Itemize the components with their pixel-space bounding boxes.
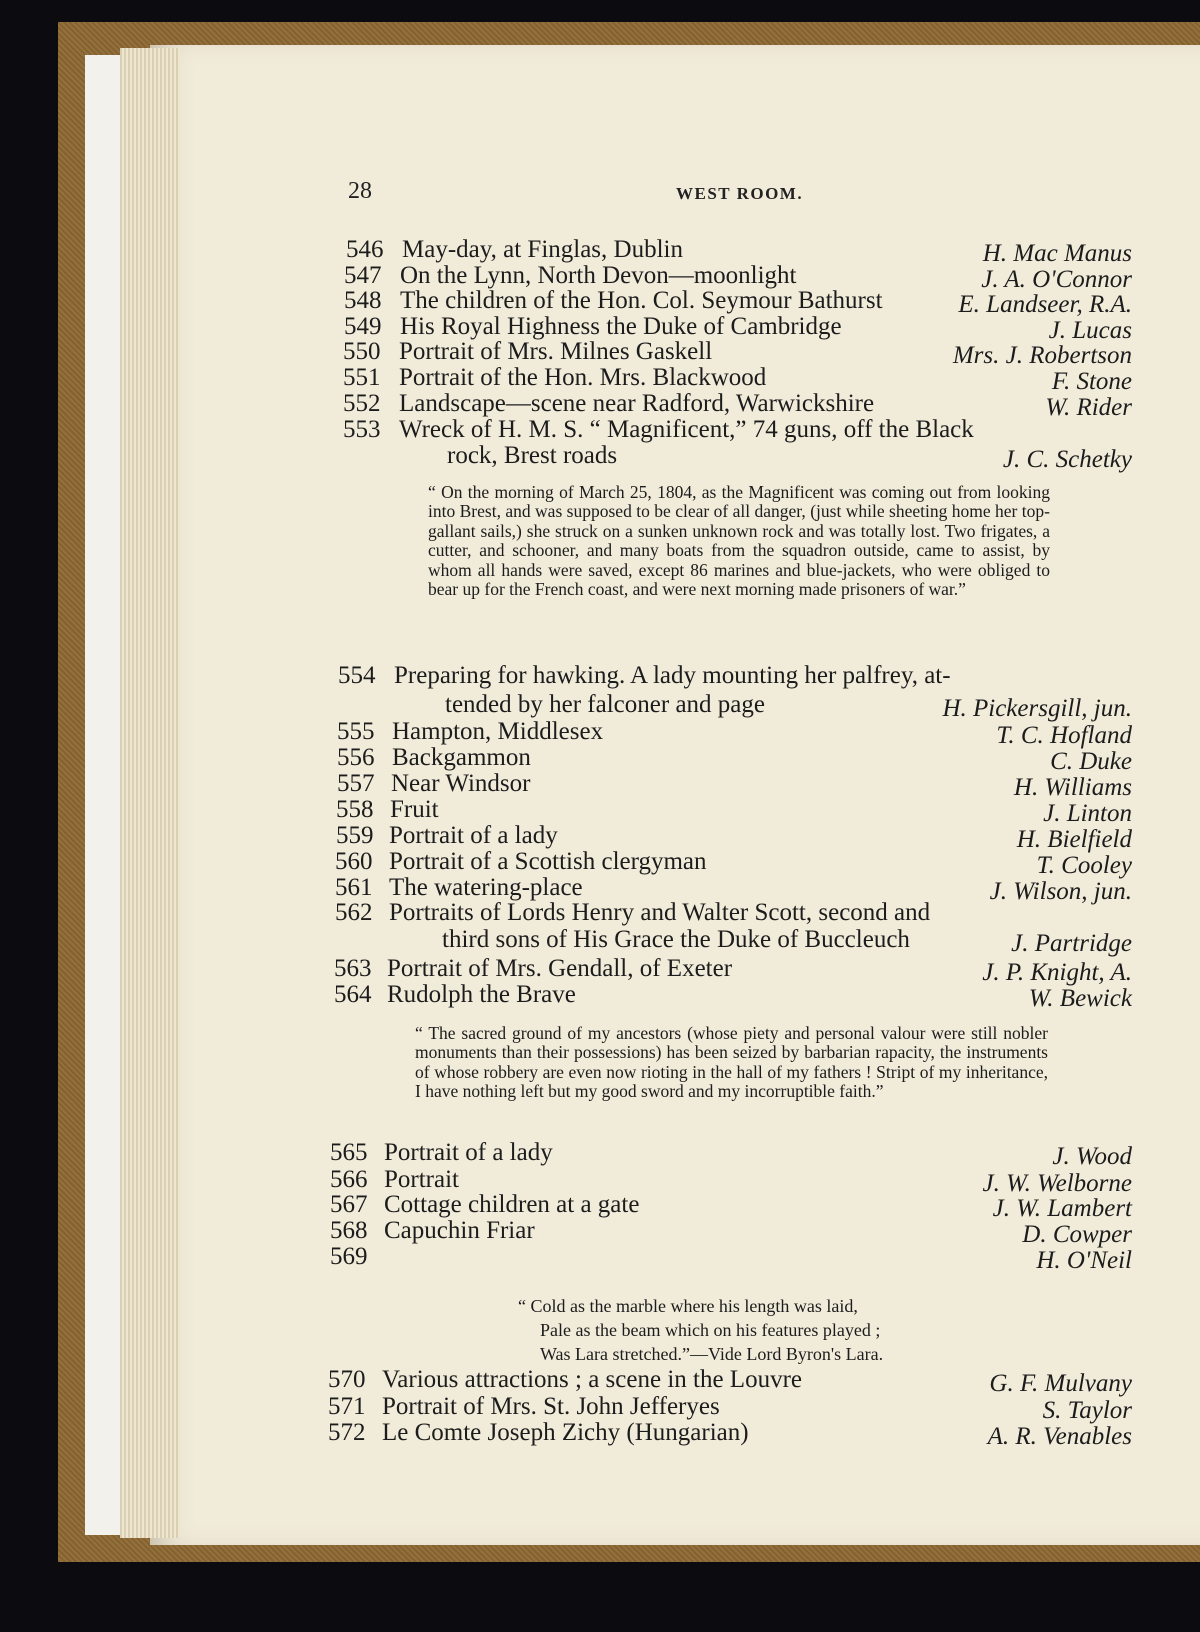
entry-title: Near Windsor <box>391 770 531 797</box>
entry-title: Preparing for hawking. A lady mounting her palfrey, at- <box>394 662 951 689</box>
quote-569-line-1: “ Cold as the marble where his length was laid, <box>518 1296 858 1316</box>
entry-title: Cottage children at a gate <box>384 1191 640 1218</box>
entry-number: 550 <box>343 338 381 365</box>
entry-title-continuation: third sons of His Grace the Duke of Buccleuch <box>442 926 910 953</box>
entry-title: Hampton, Middlesex <box>392 718 604 745</box>
entry-number: 561 <box>335 874 373 901</box>
entry-title-continuation: rock, Brest roads <box>447 442 618 469</box>
entry-title: Portrait <box>384 1166 459 1193</box>
entry-title: Portraits of Lords Henry and Walter Scott, second and <box>389 899 931 926</box>
entry-artist: G. F. Mulvany <box>989 1370 1132 1397</box>
entry-artist: J. C. Schetky <box>1002 446 1132 473</box>
entry-number: 554 <box>338 662 376 689</box>
entry-number: 558 <box>336 796 374 823</box>
entry-title: Fruit <box>390 796 439 823</box>
entry-number: 557 <box>337 770 375 797</box>
entry-title: Le Comte Joseph Zichy (Hungarian) <box>382 1419 749 1446</box>
entry-title: Portrait of Mrs. Gendall, of Exeter <box>387 955 733 982</box>
entry-title: Rudolph the Brave <box>387 981 576 1008</box>
entry-artist: S. Taylor <box>1042 1397 1132 1424</box>
entry-title: Capuchin Friar <box>384 1217 535 1244</box>
entry-number: 564 <box>334 981 372 1008</box>
entry-artist: W. Rider <box>1045 394 1132 421</box>
entry-number: 563 <box>334 955 372 982</box>
entry-number: 569 <box>330 1243 368 1270</box>
entry-artist: F. Stone <box>1051 368 1132 395</box>
entry-number: 568 <box>330 1217 368 1244</box>
page-header <box>0 178 1200 208</box>
entry-title: His Royal Highness the Duke of Cambridge <box>400 313 842 340</box>
entry-artist: J. Lucas <box>1048 317 1132 344</box>
entry-artist: C. Duke <box>1050 748 1132 775</box>
entry-artist: A. R. Venables <box>987 1423 1132 1450</box>
entry-title: Backgammon <box>392 744 531 771</box>
entry-title: May-day, at Finglas, Dublin <box>402 236 683 263</box>
entry-title: The children of the Hon. Col. Seymour Bathurst <box>400 287 883 314</box>
entry-number: 553 <box>343 416 381 443</box>
entry-artist: H. Bielfield <box>1016 826 1132 853</box>
entry-number: 559 <box>336 822 374 849</box>
quote-553-text: “ On the morning of March 25, 1804, as the Magnificent was coming out from looking into Brest, and was supposed to be clear of all danger, (just while sheeting home her top-gallant sails,) she struck on a sunken unknown rock and was totally lost. Two frigates, a cutter, and schooner, and many boats from the squadron outside, came to assist, by whom all hands were saved, except 86 marines and blue-jackets, who were obliged to bear up for the French coast, and were next morning made prisoners of war.” <box>428 482 1050 600</box>
entry-number: 565 <box>330 1139 368 1166</box>
entry-artist: H. Williams <box>1013 774 1132 801</box>
entry-artist: T. C. Hofland <box>996 722 1132 749</box>
quote-569-line-3: Was Lara stretched.”—Vide Lord Byron's Lara. <box>540 1344 884 1364</box>
entry-artist: T. Cooley <box>1036 852 1132 879</box>
entry-title: Portrait of a lady <box>389 822 558 849</box>
entry-title: The watering-place <box>389 874 583 901</box>
entry-artist: Mrs. J. Robertson <box>952 342 1132 369</box>
entry-artist: J. Linton <box>1043 800 1132 827</box>
catalogue-entry <box>0 1243 1200 1275</box>
entry-number: 551 <box>343 364 381 391</box>
entry-artist: J. Wilson, jun. <box>989 878 1132 905</box>
entry-artist: J. Partridge <box>1011 930 1132 957</box>
entry-title: On the Lynn, North Devon—moonlight <box>400 262 797 289</box>
entry-title: Various attractions ; a scene in the Louvre <box>382 1366 802 1393</box>
entry-artist: W. Bewick <box>1028 985 1132 1012</box>
entry-artist: H. Mac Manus <box>982 240 1132 267</box>
entry-number: 571 <box>328 1393 366 1420</box>
entry-title: Portrait of the Hon. Mrs. Blackwood <box>399 364 767 391</box>
entry-artist: J. A. O'Connor <box>981 266 1132 293</box>
entry-title: Landscape—scene near Radford, Warwickshire <box>399 390 875 417</box>
entry-number: 548 <box>344 287 382 314</box>
entry-number: 547 <box>344 262 382 289</box>
entry-number: 566 <box>330 1166 368 1193</box>
running-head: WEST ROOM. <box>676 184 804 203</box>
entry-title: Wreck of H. M. S. “ Magnificent,” 74 guns, off the Black <box>399 416 974 443</box>
entry-title: Portrait of Mrs. St. John Jefferyes <box>382 1393 720 1420</box>
entry-number: 552 <box>343 390 381 417</box>
entry-artist: J. W. Welborne <box>982 1170 1132 1197</box>
catalogue-entry <box>0 981 1200 1013</box>
entry-artist: D. Cowper <box>1022 1221 1132 1248</box>
entry-number: 556 <box>337 744 375 771</box>
entry-number: 562 <box>335 899 373 926</box>
entry-artist: J. P. Knight, A. <box>982 959 1132 986</box>
catalogue-entry <box>0 1419 1200 1451</box>
quote-569-line-2: Pale as the beam which on his features played ; <box>540 1320 881 1340</box>
entry-title: Portrait of a Scottish clergyman <box>389 848 707 875</box>
quote-564 <box>415 1024 1048 1102</box>
quote-564-text: “ The sacred ground of my ancestors (whose piety and personal valour were still nobler monuments than their possessions) has been seized by barbarian rapacity, the instruments of whose robbery are even now rioting in the hall of my fathers ! Stript of my inheritance, I have nothing left but my good sword and my incorruptible faith.” <box>415 1023 1048 1102</box>
entry-title: Portrait of Mrs. Milnes Gaskell <box>399 338 713 365</box>
page-number: 28 <box>348 178 372 204</box>
entry-number: 546 <box>346 236 384 263</box>
entry-number: 549 <box>344 313 382 340</box>
entry-artist: J. W. Lambert <box>992 1195 1132 1222</box>
entry-title: Portrait of a lady <box>384 1139 553 1166</box>
quote-553 <box>428 483 1050 599</box>
entry-artist: J. Wood <box>1052 1143 1132 1170</box>
entry-artist: H. Pickersgill, jun. <box>942 695 1132 722</box>
entry-artist: E. Landseer, R.A. <box>958 291 1132 318</box>
entry-number: 555 <box>337 718 375 745</box>
entry-artist: H. O'Neil <box>1036 1247 1132 1274</box>
entry-number: 560 <box>335 848 373 875</box>
entry-title-continuation: tended by her falconer and page <box>445 691 765 718</box>
entry-number: 567 <box>330 1191 368 1218</box>
entry-number: 570 <box>328 1366 366 1393</box>
entry-number: 572 <box>328 1419 366 1446</box>
